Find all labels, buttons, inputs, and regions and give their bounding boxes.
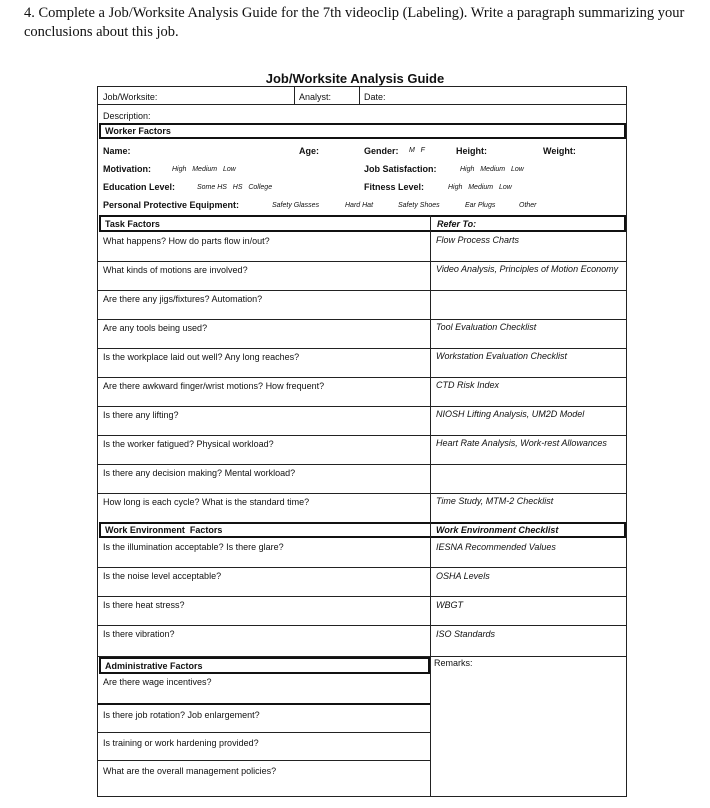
administrative-factors-title: Administrative Factors (105, 661, 203, 671)
analysis-form (97, 86, 627, 797)
gender-options: M F (409, 147, 425, 154)
task-row (98, 232, 626, 262)
task-row (98, 493, 626, 522)
name-label: Name: (103, 146, 131, 156)
form-title: Job/Worksite Analysis Guide (265, 71, 445, 86)
task-question: Is there any decision making? Mental workload? (103, 468, 296, 478)
divider (359, 87, 360, 104)
task-question: What kinds of motions are involved? (103, 265, 248, 275)
task-reference: Heart Rate Analysis, Work-rest Allowances (436, 438, 607, 448)
admin-row (98, 705, 430, 733)
task-reference: NIOSH Lifting Analysis, UM2D Model (436, 409, 585, 419)
task-row (98, 290, 626, 320)
fitness-options: High Medium Low (448, 184, 512, 191)
height-label: Height: (456, 146, 487, 156)
fitness-label: Fitness Level: (364, 182, 425, 192)
task-question: Is there any lifting? (103, 410, 179, 420)
admin-row (98, 674, 430, 705)
ppe-option: Ear Plugs (465, 202, 496, 209)
environment-question: Is the illumination acceptable? Is there glare? (103, 542, 284, 552)
environment-reference: ISO Standards (436, 629, 496, 639)
task-reference: Flow Process Charts (436, 235, 520, 245)
worker-factors-header (99, 123, 626, 139)
task-question: How long is each cycle? What is the standard time? (103, 497, 310, 507)
job-satisfaction-options: High Medium Low (460, 166, 524, 173)
environment-reference: OSHA Levels (436, 571, 490, 581)
task-question: Are there awkward finger/wrist motions? How frequent? (103, 381, 325, 391)
task-question: What happens? How do parts flow in/out? (103, 236, 270, 246)
task-reference: CTD Risk Index (436, 380, 500, 390)
instruction-text: 4. Complete a Job/Worksite Analysis Guide for the 7th videoclip (Labeling). Write a paragraph summarizing your conclusions about this job. (24, 5, 685, 40)
admin-question: Is training or work hardening provided? (103, 738, 259, 748)
task-row (98, 406, 626, 436)
environment-row (98, 567, 626, 597)
education-options: Some HS HS College (197, 184, 273, 191)
gender-label: Gender: (364, 146, 399, 156)
ppe-option: Hard Hat (345, 202, 374, 209)
environment-row (98, 596, 626, 626)
environment-question: Is there heat stress? (103, 600, 185, 610)
task-reference: Tool Evaluation Checklist (436, 322, 537, 332)
remarks-label: Remarks: (434, 658, 473, 668)
description-label: Description: (103, 111, 151, 121)
analyst-label: Analyst: (299, 92, 332, 102)
ppe-option: Safety Shoes (398, 202, 440, 209)
motivation-label: Motivation: (103, 164, 151, 174)
task-question: Is the worker fatigued? Physical workload? (103, 439, 274, 449)
task-question: Are there any jigs/fixtures? Automation? (103, 294, 263, 304)
task-row (98, 435, 626, 465)
ppe-label: Personal Protective Equipment: (103, 200, 240, 210)
ppe-option: Safety Glasses (272, 202, 320, 209)
environment-checklist-label: Work Environment Checklist (436, 525, 559, 535)
divider (98, 104, 626, 105)
admin-row (98, 733, 430, 761)
task-question: Is the workplace laid out well? Any long reaches? (103, 352, 300, 362)
job-satisfaction-label: Job Satisfaction: (364, 164, 437, 174)
task-row (98, 464, 626, 494)
environment-question: Is there vibration? (103, 629, 175, 639)
environment-question: Is the noise level acceptable? (103, 571, 222, 581)
task-row (98, 377, 626, 407)
task-reference: Workstation Evaluation Checklist (436, 351, 568, 361)
admin-question: What are the overall management policies? (103, 766, 277, 776)
task-question: Are any tools being used? (103, 323, 208, 333)
refer-to-label: Refer To: (437, 219, 477, 229)
weight-label: Weight: (543, 146, 576, 156)
worker-factors-title: Worker Factors (105, 126, 171, 136)
environment-reference: WBGT (436, 600, 463, 610)
task-reference: Time Study, MTM-2 Checklist (436, 496, 554, 506)
administrative-factors-header (99, 657, 430, 674)
environment-factors-title: Work Environment Factors (105, 525, 223, 535)
job-worksite-label: Job/Worksite: (103, 92, 158, 102)
ppe-option: Other (519, 202, 537, 209)
admin-row (98, 761, 430, 791)
column-divider (430, 656, 431, 797)
environment-row (98, 625, 626, 656)
task-reference: Video Analysis, Principles of Motion Economy (436, 264, 619, 274)
admin-question: Are there wage incentives? (103, 677, 212, 687)
task-factors-header (99, 215, 626, 232)
environment-reference: IESNA Recommended Values (436, 542, 556, 552)
task-row (98, 319, 626, 349)
age-label: Age: (299, 146, 319, 156)
motivation-options: High Medium Low (172, 166, 236, 173)
divider (294, 87, 295, 104)
task-row (98, 348, 626, 378)
environment-row (98, 538, 626, 568)
education-label: Education Level: (103, 182, 176, 192)
admin-question: Is there job rotation? Job enlargement? (103, 710, 260, 720)
date-label: Date: (364, 92, 386, 102)
task-row (98, 261, 626, 291)
task-factors-title: Task Factors (105, 219, 160, 229)
environment-factors-header (99, 522, 626, 538)
